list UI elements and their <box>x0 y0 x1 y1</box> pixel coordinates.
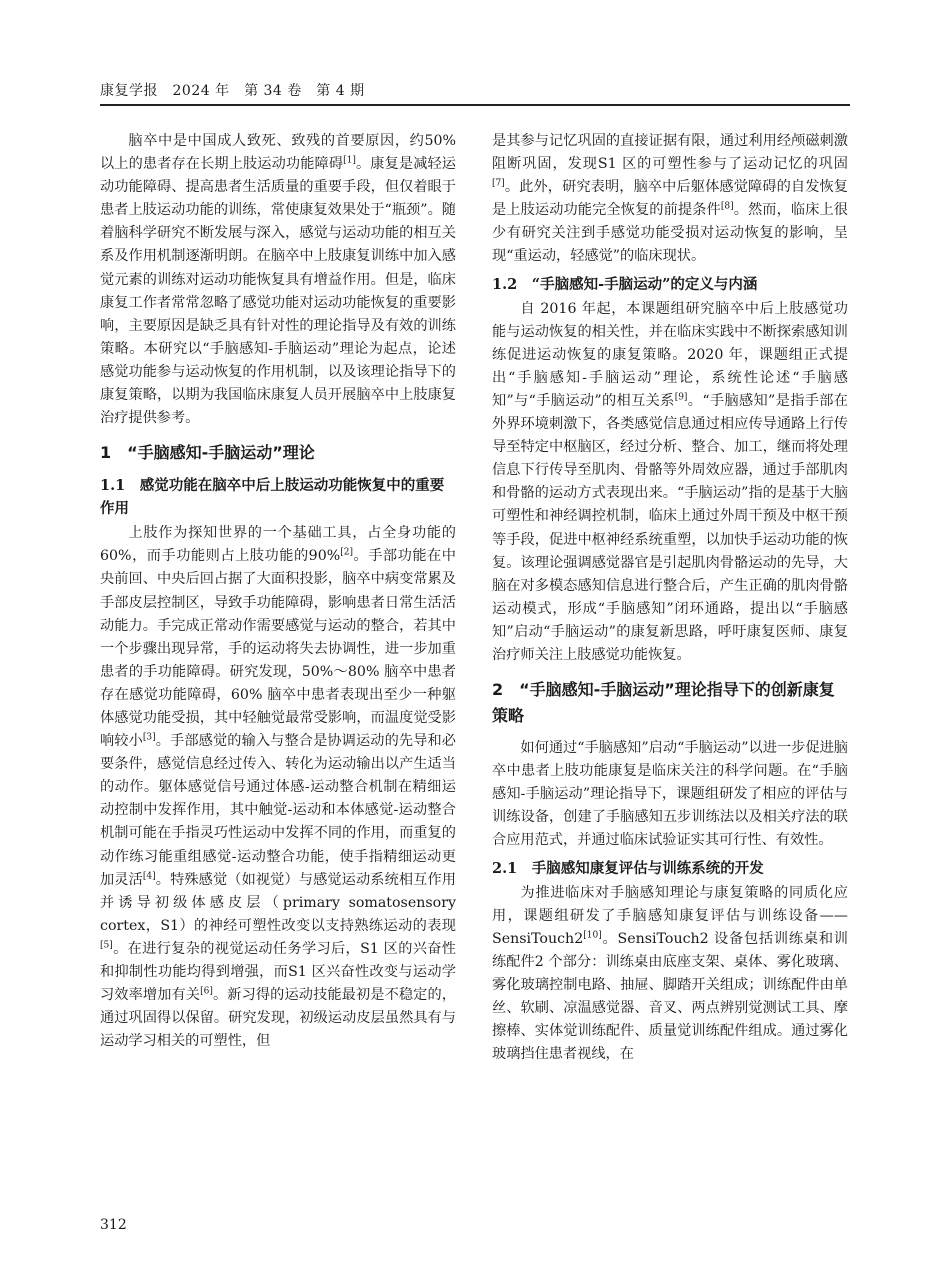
left-column <box>100 130 456 1053</box>
running-header: 康复学报 2024 年 第 34 卷 第 4 期 <box>100 83 365 99</box>
paragraph-1-1: 上肢作为探知世界的一个基础工具，占全身功能的60%，而手功能则占上肢功能的90%[2]。手部功能在中央前回、中央后回占据了大面积投影，脑卒中病变常累及手部皮层控制区，导致手功能障碍，影响患者日常生活活动能力。手完成正常动作需要感觉与运动的整合，若其中一个步骤出现异常，手的运动将失去协调性，进一步加重患者的手功能障碍。研究发现，50%～80% 脑卒中患者存在感觉功能障碍，60% 脑卒中患者表现出至少一种躯体感觉功能受损，其中轻触觉最常受影响，而温度觉受影响较小[3]。手部感觉的输入与整合是协调运动的先导和必要条件，感觉信息经过传入、转化为运动输出以产生适当的动作。躯体感觉信号通过体感-运动整合机制在精细运动控制中发挥作用，其中触觉-运动和本体感觉-运动整合机制可能在手指灵巧性运动中发挥不同的作用，而重复的动作练习能重组感觉-运动整合功能，使手指精细运动更加灵活[4]。特殊感觉（如视觉）与感觉运动系统相互作用并诱导初级体感皮层（primary somatosensory cortex，S1）的神经可塑性改变以支持熟练运动的表现[5]。在进行复杂的视觉运动任务学习后，S1 区的兴奋性和抑制性功能均得到增强，而S1 区兴奋性改变与运动学习效率增加有关[6]。新习得的运动技能最初是不稳定的，通过巩固得以保留。研究发现，初级运动皮层虽然具有与运动学习相关的可塑性，但 <box>100 525 456 1050</box>
citation-ref: [9] <box>674 392 688 403</box>
subsection-heading-1-1: 1.1 感觉功能在脑卒中后上肢运动功能恢复中的重要作用 <box>100 477 445 518</box>
citation-ref: [3] <box>142 732 156 743</box>
section-heading-2: 2 “手脑感知-手脑运动”理论指导下的创新康复策略 <box>492 680 835 726</box>
page-number: 312 <box>100 1217 127 1233</box>
paragraph-intro: 脑卒中是中国成人致死、致残的首要原因，约50% 以上的患者存在长期上肢运动功能障碍[1]。康复是减轻运动功能障碍、提高患者生活质量的重要手段，但仅着眼于患者上肢运动功能的训练，常使康复效果处于“瓶颈”。随着脑科学研究不断发展与深入，感觉与运动功能的相互关系及作用机制逐渐明朗。在脑卒中上肢康复训练中加入感觉元素的训练对运动功能恢复具有增益作用。但是，临床康复工作者常常忽略了感觉功能对运动功能恢复的重要影响，主要原因是缺乏具有针对性的理论指导及有效的训练策略。本研究以“手脑感知-手脑运动”理论为起点，论述感觉功能参与运动恢复的作用机制，以及该理论指导下的康复策略，以期为我国临床康复人员开展脑卒中上肢康复治疗提供参考。 <box>100 133 456 427</box>
paragraph-2-1: 为推进临床对手脑感知理论与康复策略的同质化应用，课题组研发了手脑感知康复评估与训练设备——SensiTouch2[10]。SensiTouch2 设备包括训练桌和训练配件2 个部分：训练桌由底座支架、桌体、雾化玻璃、雾化玻璃控制电路、抽屉、脚踏开关组成；训练配件由单丝、软刷、凉温感觉器、音叉、两点辨别觉测试工具、摩擦棒、实体觉训练配件、质量觉训练配件组成。通过雾化玻璃挡住患者视线，在 <box>492 884 848 1063</box>
citation-ref: [6] <box>200 986 213 997</box>
paragraph-1-2: 自 2016 年起，本课题组研究脑卒中后上肢感觉功能与运动恢复的相关性，并在临床实践中不断探索感知训练促进运动恢复的康复策略。2020 年，课题组正式提出“手脑感知-手脑运动”理论，系统性论述“手脑感知”与“手脑运动”的相互关系[9]。“手脑感知”是指手部在外界环境刺激下，各类感觉信息通过相应传导通路上行传导至特定中枢脑区，经过分析、整合、加工，继而将处理信息下行传导至肌肉、骨骼等外周效应器，通过手部肌肉和骨骼的运动方式表现出来。“手脑运动”指的是基于大脑可塑性和神经调控机制，临床上通过外周干预及中枢干预等手段，促进中枢神经系统重塑，以加快手运动功能的恢复。该理论强调感觉器官是引起肌肉骨骼运动的先导，大脑在对多模态感知信息进行整合后，产生正确的肌肉骨骼运动模式，形成“手脑感知”闭环通路，提出以“手脑感知”启动“手脑运动”的康复新思路，呼吁康复医师、康复治疗师关注上肢感觉功能恢复。 <box>492 300 848 663</box>
paragraph-continued: 是其参与记忆巩固的直接证据有限，通过利用经颅磁刺激阻断巩固，发现S1 区的可塑性参与了运动记忆的巩固[7]。此外，研究表明，脑卒中后躯体感觉障碍的自发恢复是上肢运动功能完全恢复的前提条件[8]。然而，临床上很少有研究关注到手感觉功能受损对运动恢复的影响，呈现“重运动，轻感觉”的临床现状。 <box>492 133 848 265</box>
right-column <box>492 130 848 1066</box>
citation-ref: [10] <box>583 929 602 940</box>
subsection-heading-1-2: 1.2 “手脑感知-手脑运动”的定义与内涵 <box>492 275 758 293</box>
citation-ref: [2] <box>340 547 353 558</box>
subsection-heading-2-1: 2.1 手脑感知康复评估与训练系统的开发 <box>492 859 764 877</box>
citation-ref: [7] <box>492 178 505 189</box>
citation-ref: [4] <box>142 870 156 881</box>
paragraph-2-intro: 如何通过“手脑感知”启动“手脑运动”以进一步促进脑卒中患者上肢功能康复是临床关注的科学问题。在“手脑感知-手脑运动”理论指导下，课题组研发了相应的评估与训练设备，创建了手脑感知五步训练法以及相关疗法的联合应用范式，并通过临床试验证实其可行性、有效性。 <box>492 740 848 849</box>
citation-ref: [1] <box>343 155 356 166</box>
section-heading-1: 1 “手脑感知-手脑运动”理论 <box>100 443 315 463</box>
citation-ref: [8] <box>720 201 734 212</box>
header-rule <box>100 104 850 106</box>
citation-ref: [5] <box>100 940 113 951</box>
